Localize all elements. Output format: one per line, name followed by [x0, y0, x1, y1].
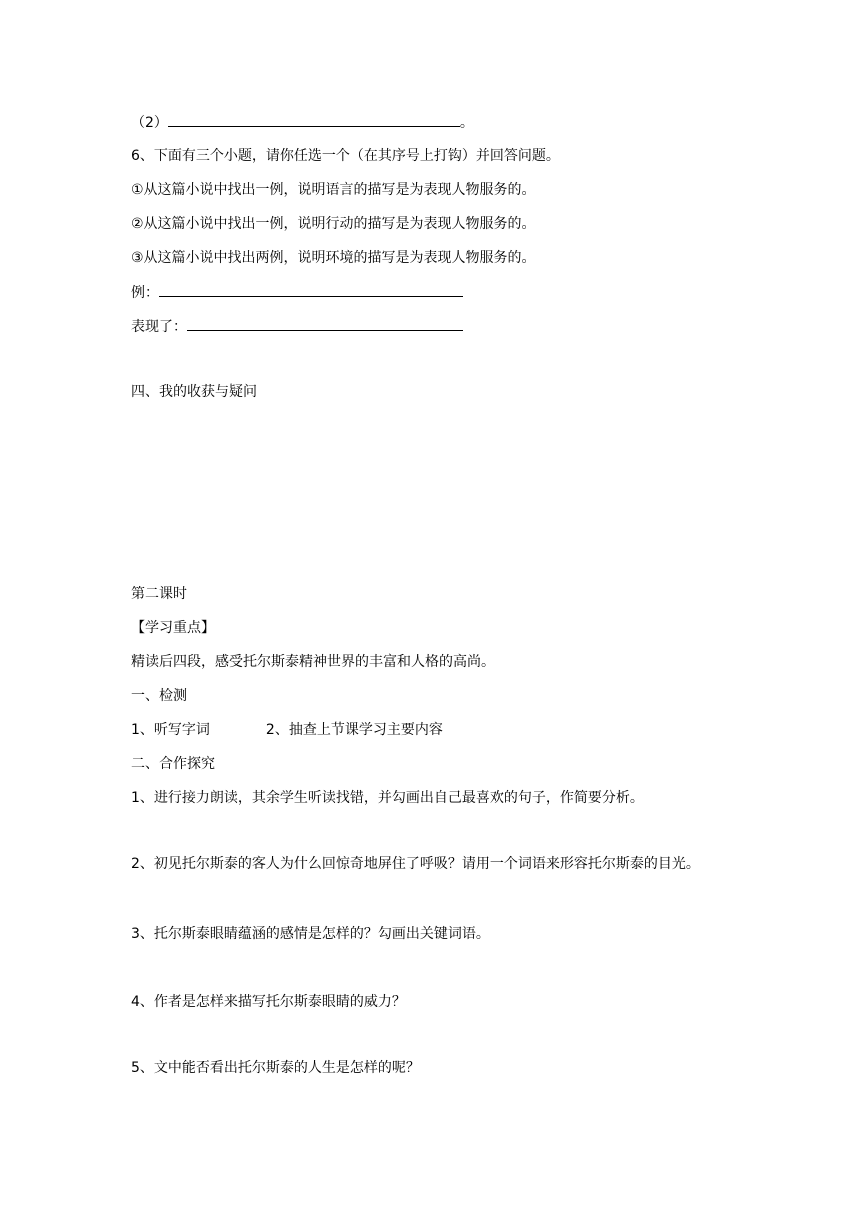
example-blank[interactable]: [159, 282, 463, 297]
key-points-header: 【学习重点】: [131, 620, 215, 636]
inquiry-question-3: 3、托尔斯泰眼睛蕴涵的感情是怎样的？勾画出关键词语。: [131, 926, 490, 942]
shows-line: [131, 316, 463, 337]
q2-end: 。: [459, 115, 474, 131]
option-2: ②从这篇小说中找出一例，说明行动的描写是为表现人物服务的。: [131, 216, 536, 232]
q2-answer-line: [131, 112, 474, 133]
section-2-heading: 二、合作探究: [131, 756, 215, 772]
question-6: 6、下面有三个小题，请你任选一个（在其序号上打钩）并回答问题。: [131, 148, 560, 164]
section-1-heading: 一、检测: [131, 688, 187, 704]
section-1-items: [131, 720, 443, 740]
inquiry-question-1: 1、进行接力朗读，其余学生听读找错，并勾画出自己最喜欢的句子，作简要分析。: [131, 790, 644, 806]
example-line: [131, 282, 463, 303]
q2-blank[interactable]: [168, 112, 460, 127]
shows-blank[interactable]: [187, 316, 463, 331]
dictation-item: 1、听写字词: [131, 722, 210, 738]
inquiry-question-5: 5、文中能否看出托尔斯泰的人生是怎样的呢？: [131, 1060, 420, 1076]
example-label: 例：: [131, 285, 159, 301]
shows-label: 表现了：: [131, 319, 187, 335]
section-4-heading: 四、我的收获与疑问: [131, 384, 257, 400]
key-points-text: 精读后四段，感受托尔斯泰精神世界的丰富和人格的高尚。: [131, 654, 495, 670]
option-1: ①从这篇小说中找出一例，说明语言的描写是为表现人物服务的。: [131, 182, 536, 198]
option-3: ③从这篇小说中找出两例，说明环境的描写是为表现人物服务的。: [131, 250, 536, 266]
lesson-2-title: 第二课时: [131, 586, 187, 602]
q2-label: （2）: [131, 115, 168, 131]
inquiry-question-2: 2、初见托尔斯泰的客人为什么回惊奇地屏住了呼吸？请用一个词语来形容托尔斯泰的目光。: [131, 856, 700, 872]
inquiry-question-4: 4、作者是怎样来描写托尔斯泰眼睛的威力？: [131, 994, 406, 1010]
review-item: 2、抽查上节课学习主要内容: [265, 722, 443, 738]
